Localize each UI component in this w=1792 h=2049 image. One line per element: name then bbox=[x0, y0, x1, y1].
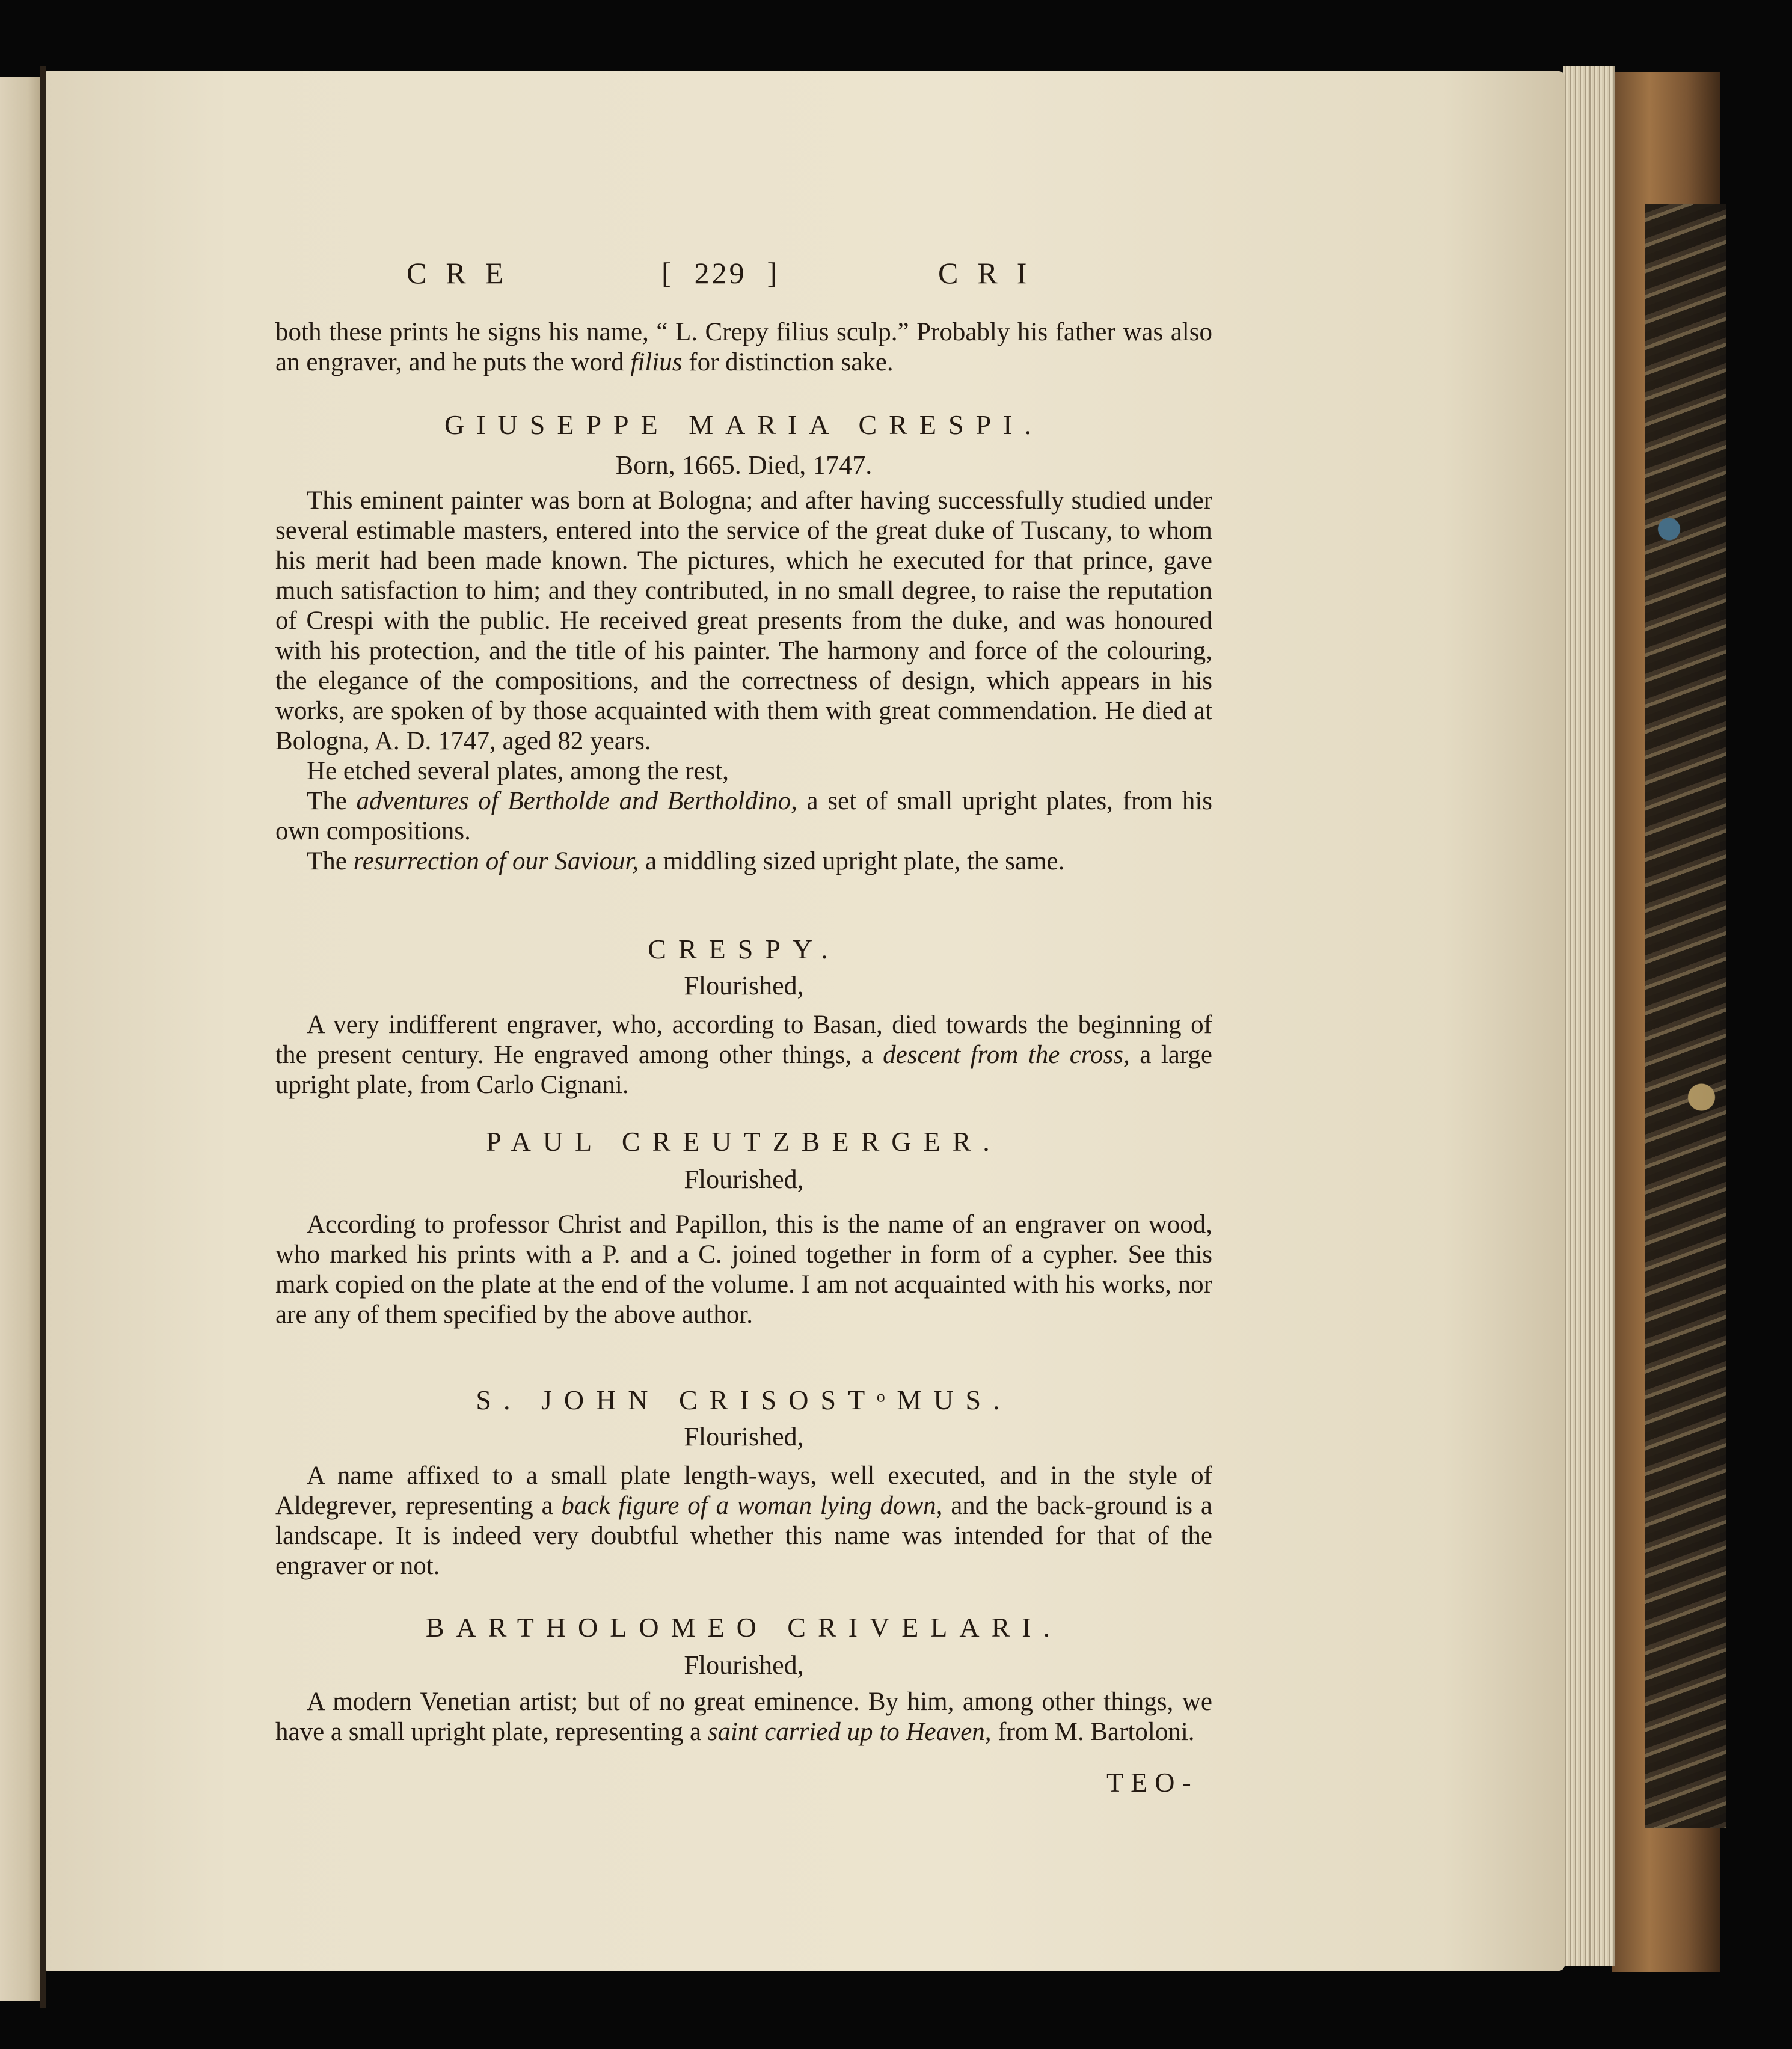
entry-body-crivelari bbox=[275, 1687, 1212, 1747]
crisostomus-italic: back figure of a woman lying down, bbox=[561, 1492, 943, 1520]
intro-paragraph bbox=[275, 317, 1212, 378]
page-number: 229 bbox=[694, 256, 747, 290]
entry-flourished-crivelari: Flourished, bbox=[684, 1650, 804, 1680]
crisostomus-text bbox=[275, 1461, 1212, 1581]
crespi-work-2 bbox=[275, 847, 1212, 877]
intro-text bbox=[275, 317, 1212, 378]
creutzberger-text: According to professor Christ and Papillon, this is the name of an engraver on wood, who marked his prints with a P. and a C. joined together in form of a cypher. See this mark copied on the plate at the end of the volume. I am not acquainted with his works, nor are any of them specified by the above author. bbox=[275, 1210, 1212, 1329]
intro-text-a: both these prints he signs his name, “ L. Crepy filius sculp.” Probably his father was also an engraver, and he puts the word bbox=[275, 318, 1212, 376]
bracket-close: ] bbox=[767, 256, 780, 290]
page-edges bbox=[1563, 66, 1615, 1966]
running-head-left: CRE bbox=[407, 256, 523, 290]
entry-heading-crivelari: BARTHOLOMEO CRIVELARI. bbox=[425, 1612, 1063, 1643]
crivelari-text-b: from M. Bartoloni. bbox=[991, 1718, 1195, 1746]
crespi-etched: He etched several plates, among the rest, bbox=[307, 757, 729, 785]
crespy-text bbox=[275, 1010, 1212, 1100]
entry-body-crespi bbox=[275, 486, 1212, 877]
crisostomus-text-a: A name affixed to a small plate length-ways, well executed, and in the style of Aldegrever, representing a bbox=[275, 1462, 1212, 1520]
entry-flourished-crisostomus: Flourished, bbox=[684, 1422, 804, 1451]
entry-dates-crespi: Born, 1665. Died, 1747. bbox=[615, 450, 873, 480]
running-head-right: CRI bbox=[938, 256, 1046, 290]
crespy-text-b: a large upright plate, from Carlo Cignani. bbox=[275, 1041, 1212, 1099]
entry-heading-creutzberger: PAUL CREUTZBERGER. bbox=[486, 1126, 1002, 1157]
crespi-work-1-b: a set of small upright plates, from his own compositions. bbox=[275, 787, 1213, 845]
crisostomus-text-b: and the back-ground is a landscape. It is indeed very doubtful whether this name was intended for that of the engraver or not. bbox=[275, 1492, 1212, 1580]
entry-body-crespy bbox=[275, 1010, 1212, 1100]
entry-flourished-crespy: Flourished, bbox=[684, 971, 804, 1000]
marbled-board bbox=[1645, 204, 1726, 1828]
crivelari-text bbox=[275, 1687, 1212, 1747]
crivelari-text-a: A modern Venetian artist; but of no great eminence. By him, among other things, we have a small upright plate, representing a bbox=[275, 1688, 1212, 1746]
crespi-work-2-a: The bbox=[307, 847, 354, 875]
entry-body-creutzberger bbox=[275, 1210, 1212, 1330]
crespi-work-1-italic: adventures of Bertholde and Bertholdino, bbox=[356, 787, 797, 815]
crespy-italic: descent from the cross, bbox=[883, 1041, 1130, 1069]
bracket-open: [ bbox=[661, 256, 674, 290]
crespi-work-2-b: a middling sized upright plate, the same. bbox=[639, 847, 1065, 875]
entry-heading-crespi: GIUSEPPE MARIA CRESPI. bbox=[444, 409, 1043, 440]
catchword: TEO- bbox=[1106, 1767, 1198, 1798]
crespi-work-2-italic: resurrection of our Saviour, bbox=[353, 847, 639, 875]
entry-body-crisostomus bbox=[275, 1461, 1212, 1581]
intro-text-b: for distinction sake. bbox=[682, 348, 894, 376]
crespi-work-1-a: The bbox=[307, 787, 357, 815]
previous-page-edge bbox=[0, 77, 40, 2001]
crespy-text-a: A very indifferent engraver, who, according to Basan, died towards the beginning of the present century. He engraved among other things, a bbox=[275, 1011, 1212, 1069]
entry-heading-crespy: CRESPY. bbox=[648, 934, 840, 964]
intro-italic: filius bbox=[630, 348, 683, 376]
page-number-block bbox=[661, 256, 779, 298]
book-gutter bbox=[40, 66, 46, 2008]
entry-heading-crisostomus: S. JOHN CRISOSTᵒMUS. bbox=[476, 1385, 1012, 1415]
crivelari-italic: saint carried up to Heaven, bbox=[707, 1718, 992, 1746]
entry-flourished-creutzberger: Flourished, bbox=[684, 1165, 804, 1194]
crespi-work-1 bbox=[275, 786, 1212, 847]
crespi-bio: This eminent painter was born at Bologna; and after having successfully studied under several estimable masters, entered into the service of the great duke of Tuscany, to whom his merit had been made known. The pictures, which he executed for that prince, gave much satisfaction to him; and they contributed, in no small degree, to raise the reputation of Crespi with the public. He received great presents from the duke, and was honoured with his protection, and the title of his painter. The harmony and force of the colouring, the elegance of the compositions, and the correctness of design, which appears in his works, are spoken of by those acquainted with them with great commendation. He died at Bologna, A. D. 1747, aged 82 years. bbox=[275, 486, 1212, 755]
